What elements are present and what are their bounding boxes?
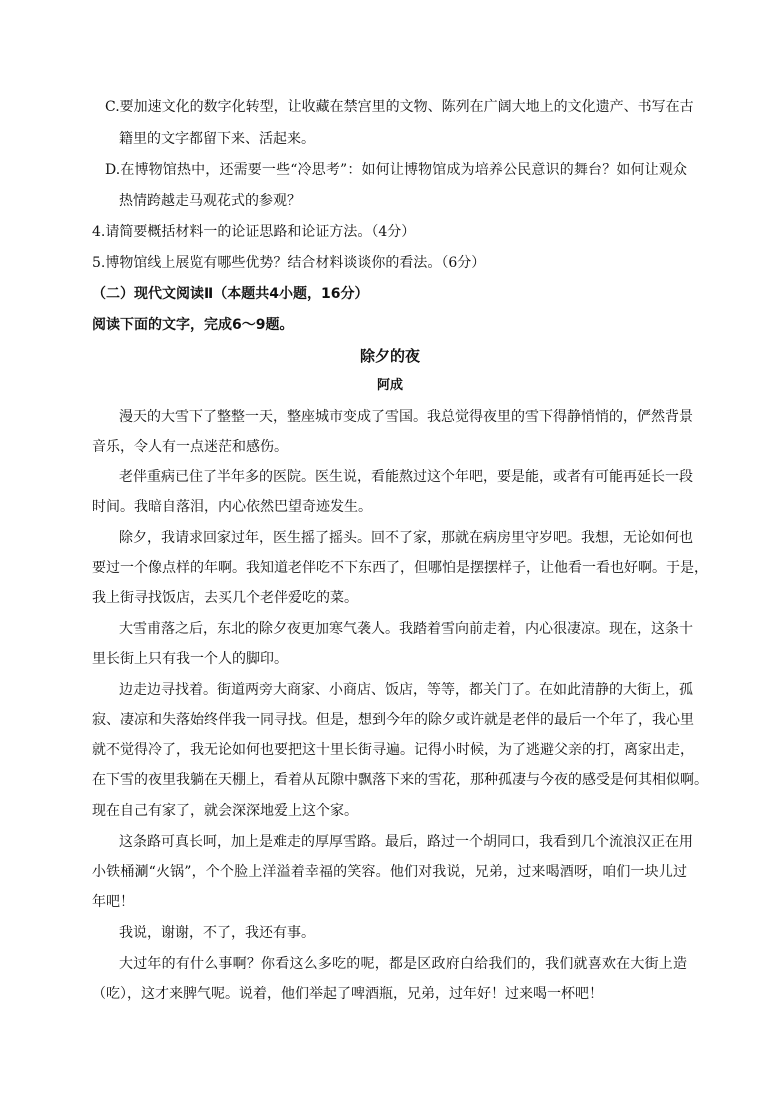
story-line: 老伴重病已住了半年多的医院。医生说，看能熬过这个年吧，要是能，或者有可能再延长一段 xyxy=(119,469,693,485)
story-line: 年吧！ xyxy=(92,894,134,910)
story-line: 现在自己有家了，就会深深地爱上这个家。 xyxy=(92,803,358,819)
story-line: 在下雪的夜里我躺在天棚上，看着从瓦隙中飘落下来的雪花，那种孤凄与今夜的感受是何其相似啊。 xyxy=(92,772,708,788)
option-d-line-2: 热情跨越走马观花式的参观？ xyxy=(119,193,301,209)
option-c-line-1: C.要加速文化的数字化转型，让收藏在禁宫里的文物、陈列在广阔大地上的文化遗产、书写在古 xyxy=(105,99,694,115)
story-line: 我上街寻找饭店，去买几个老伴爱吃的菜。 xyxy=(92,590,358,606)
section-heading: （二）现代文阅读Ⅱ（本题共4小题，16分） xyxy=(92,286,369,302)
story-line: 边走边寻找着。街道两旁大商家、小商店、饭店，等等，都关门了。在如此清静的大街上，孤 xyxy=(119,682,693,698)
story-author: 阿成 xyxy=(376,378,403,393)
story-line: 小铁桶涮“火锅”，个个脸上洋溢着幸福的笑容。他们对我说，兄弟，过来喝酒呀，咱们一块儿过 xyxy=(92,864,687,880)
story-line: 漫天的大雪下了整整一天，整座城市变成了雪国。我总觉得夜里的雪下得静悄悄的，俨然背景 xyxy=(119,409,693,425)
story-line: 除夕，我请求回家过年，医生摇了摇头。回不了家，那就在病房里守岁吧。我想，无论如何也 xyxy=(119,530,693,546)
story-line: 大雪甫落之后，东北的除夕夜更加寒气袭人。我踏着雪向前走着，内心很凄凉。现在，这条十 xyxy=(119,621,693,637)
section-instruction: 阅读下面的文字，完成6～9题。 xyxy=(92,317,294,333)
story-line: 寂、凄凉和失落始终伴我一同寻找。但是，想到今年的除夕或许就是老伴的最后一个年了，我心里 xyxy=(92,712,694,728)
story-line: （吃），这才来脾气呢。说着，他们举起了啤酒瓶，兄弟，过年好！过来喝一杯吧！ xyxy=(92,986,603,1002)
story-line: 我说，谢谢，不了，我还有事。 xyxy=(119,925,315,941)
story-line: 要过一个像点样的年啊。我知道老伴吃不下东西了，但哪怕是摆摆样子，让他看一看也好啊。于是， xyxy=(92,560,708,576)
story-line: 大过年的有什么事啊？你看这么多吃的呢，都是区政府白给我们的，我们就喜欢在大街上造 xyxy=(119,956,687,972)
story-line: 就不觉得冷了，我无论如何也要把这十里长街寻遍。记得小时候，为了逃避父亲的打，离家出走， xyxy=(92,742,694,758)
story-line: 时间。我暗自落泪，内心依然巴望奇迹发生。 xyxy=(92,499,372,515)
option-c-line-2: 籍里的文字都留下来、活起来。 xyxy=(119,131,315,147)
story-title: 除夕的夜 xyxy=(359,347,420,365)
story-line: 里长街上只有我一个人的脚印。 xyxy=(92,651,288,667)
story-line: 这条路可真长呵，加上是难走的厚厚雪路。最后，路过一个胡同口，我看到几个流浪汉正在用 xyxy=(119,834,693,850)
option-d-line-1: D.在博物馆热中，还需要一些“冷思考”：如何让博物馆成为培养公民意识的舞台？如何让观众 xyxy=(105,162,687,178)
question-4: 4.请简要概括材料一的论证思路和论证方法。（4分） xyxy=(92,224,416,240)
story-line: 音乐，令人有一点迷茫和感伤。 xyxy=(92,439,288,455)
question-5: 5.博物馆线上展览有哪些优势？结合材料谈谈你的看法。（6分） xyxy=(92,255,486,271)
